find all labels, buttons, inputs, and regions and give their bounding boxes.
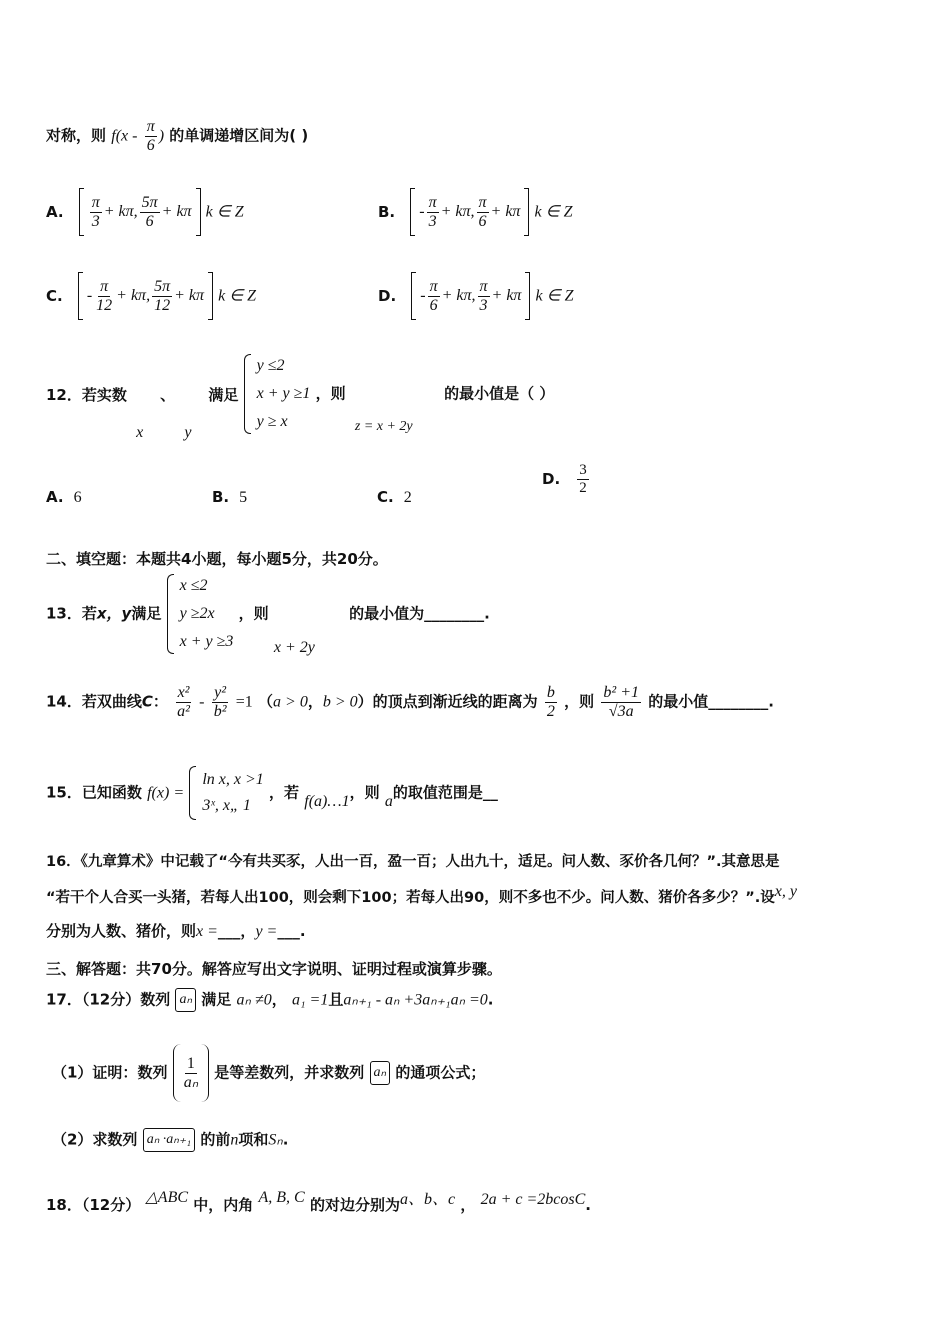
q11-option-d[interactable]: D. - $\frac{\pi}{6}$ + kπ , $\frac{\pi}{3}$ + kπ k ∈ Z [378,272,573,320]
q12-constraint-system: y ≤2 x + y ≥1 y ≥ x [244,352,311,436]
pi-over-6: $\frac{\pi}{6}$ [146,118,155,154]
q11-option-b[interactable]: B. - $\frac{\pi}{3}$ + kπ , $\frac{\pi}{6}$ + kπ k ∈ Z [378,188,572,236]
q15-piecewise: ln x, x >1 3ˣ, x„ 1 [189,766,263,820]
section3-heading: 三、解答题：共70分。解答应写出文字说明、证明过程或演算步骤。 [46,960,502,978]
q16-line2: “若干个人合买一头猪，若每人出100，则会剩下100；若每人出90，则不多也不少。问人数、猪价各多少？”.设x, y [46,883,797,906]
q12-option-c[interactable]: C. 2 [377,488,412,506]
q12-stem: 12．若实数 x 、 y 满足 y ≤2 x + y ≥1 y ≥ x ，则 z = x + 2y 的最小值是（ ） [46,352,910,436]
q12-option-a[interactable]: A. 6 [46,488,82,506]
q17-part1: （1）证明：数列 $\frac{1}{\text{aₙ}}$ 是等差数列，并求数列 aₙ 的通项公式； [52,1044,910,1102]
q16-line1: 16．《九章算术》中记载了“今有共买豕，人出一百，盈一百；人出九十，适足。问人数、豕价各几何？”.其意思是 [46,854,780,870]
q13-stem: 13．若x，y满足 x ≤2 y ≥2x x + y ≥3 ，则 x + 2y 的最小值为________. [46,572,910,656]
q11-option-c[interactable]: C. - $\frac{\pi}{12}$ + kπ , $\frac{5\pi}{12}$ + kπ k ∈ Z [46,272,256,320]
q18-stem: 18．（12分） △ABC 中，内角 A, B, C 的对边分别为a、b、c ， 2a + c =2bcosC. [46,1189,591,1214]
shift-function: f(x - [111,127,138,145]
q16-line3: 分别为人数、猪价，则x =___，y =___. [46,922,306,940]
intro-line: 对称，则 f(x - $\frac{\pi}{6}$ ) 的单调递增区间为( ) [46,118,309,154]
q12-option-d[interactable]: D. $\frac{3}{2}$ [542,462,587,496]
section2-heading: 二、填空题：本题共4小题，每小题5分，共20分。 [46,550,388,568]
q11-option-a[interactable]: A. $\frac{\pi}{3}$ + kπ , $\frac{5\pi}{6}$ + kπ k ∈ Z [46,188,244,236]
q17-part2: （2）求数列 aₙ ·aₙ₊₁ 的前n项和Sₙ. [52,1128,910,1152]
q12-option-b[interactable]: B. 5 [212,488,248,506]
q17-stem: 17．（12分）数列 aₙ 满足 aₙ ≠0， a₁ =1且aₙ₊₁ - aₙ +3aₙ₊₁aₙ =0. [46,988,910,1012]
q14-stem: 14．若双曲线C： $\frac{\text{x²}}{\text{a²}}$ - $\frac{\text{y²}}{\text{b²}}$ =1 （a > 0，b > 0）的顶点到渐近线的距离为 $\frac{b}{2}$ ，则 $\frac{\text{b² +1}}{√3a}$ 的最小值________. [46,684,774,720]
q13-constraint-system: x ≤2 y ≥2x x + y ≥3 [167,572,234,656]
q15-stem: 15．已知函数 f(x) = ln x, x >1 3ˣ, x„ 1 ，若 f(a)…1，则 a的取值范围是__ [46,766,910,820]
